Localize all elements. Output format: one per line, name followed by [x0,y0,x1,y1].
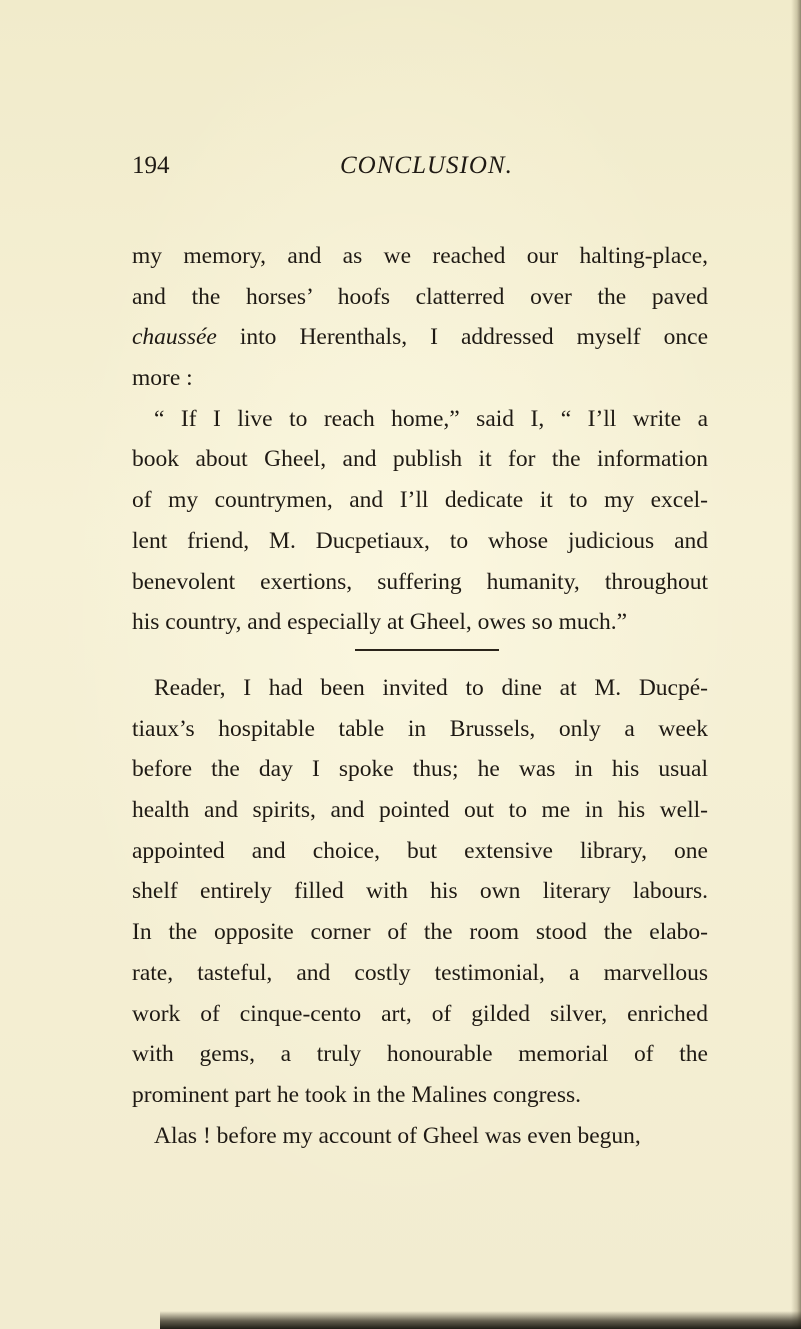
text-line: Reader, I had been invited to dine at M. Ducpé- [154,675,708,701]
text-line: book about Gheel, and publish it for the information [132,446,708,473]
text-line: rate, tasteful, and costly testimonial, a marvellous [132,959,708,986]
paragraph-two [132,668,708,1156]
text-line: appointed and choice, but extensive library, one [132,837,708,864]
text-line: more : [132,365,193,392]
text-line: “ If I live to reach home,” said I, “ I’ll write a [154,405,708,432]
text-line: health and spirits, and pointed out to me in his well- [132,797,708,824]
text-line: lent friend, M. Ducpetiaux, to whose judicious and [132,527,708,554]
text-line: his country, and especially at Gheel, owes so much.” [132,609,628,636]
text-line: work of cinque-cento art, of gilded silver, enriched [132,1000,708,1027]
text-line: of my countrymen, and I’ll dedicate it to my excel- [132,487,708,514]
text-line: chaussée into Herenthals, I addressed myself once [132,324,708,351]
page-number: 194 [132,152,170,179]
text-line: and the horses’ hoofs clatterred over the paved [132,283,708,310]
paragraph-one [132,236,708,643]
page-edge-shadow [791,0,801,1329]
running-head [132,152,712,186]
text-line: prominent part he took in the Malines congress. [132,1081,582,1108]
section-divider [355,649,499,651]
text-line: with gems, a truly honourable memorial of the [132,1041,708,1068]
running-title: CONCLUSION. [340,152,513,179]
page-bottom-shadow [160,1311,801,1329]
text-line: tiaux’s hospitable table in Brussels, only a week [132,715,708,742]
text-line: In the opposite corner of the room stood the elabo- [132,919,708,946]
text-line: benevolent exertions, suffering humanity, throughout [132,568,708,595]
text-line: shelf entirely filled with his own literary labours. [132,878,708,905]
text-line: Alas ! before my account of Gheel was even begun, [154,1122,641,1149]
text-line: my memory, and as we reached our halting-place, [132,243,708,269]
text-line: before the day I spoke thus; he was in his usual [132,756,708,783]
italic-word: chaussée [132,324,217,351]
